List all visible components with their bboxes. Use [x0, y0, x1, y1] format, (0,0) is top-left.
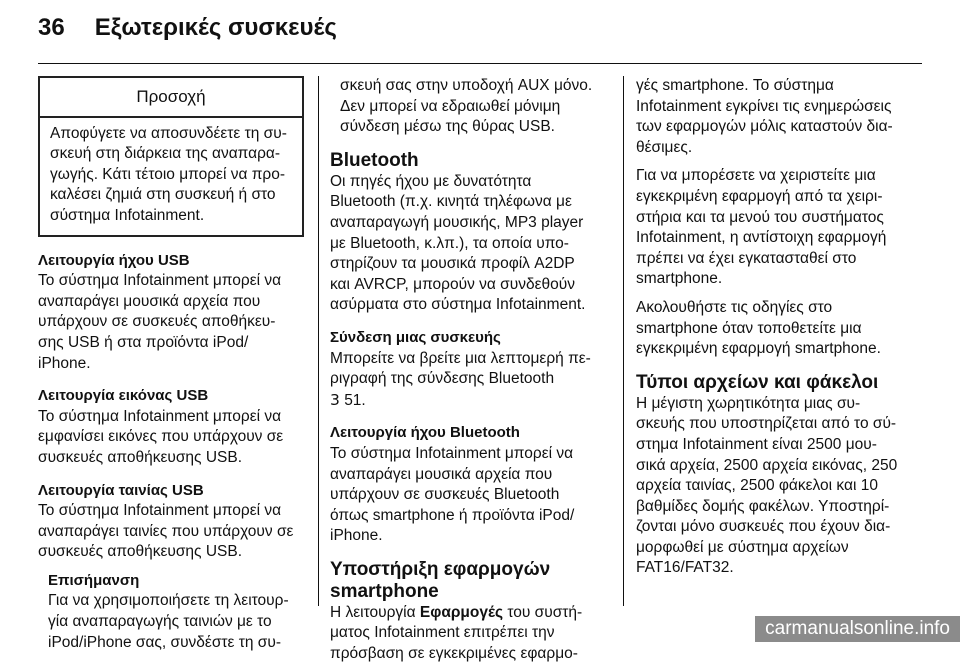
note-heading: Επισήμανση: [48, 571, 140, 589]
text-span: του συστή-: [503, 603, 583, 621]
text-line: με Bluetooth, κ.λπ.), τα οποία υπο-: [330, 234, 569, 252]
text-line: Ακολουθήστε τις οδηγίες στο: [636, 298, 833, 316]
text-line: Bluetooth (π.χ. κινητά τηλέφωνα με: [330, 193, 572, 211]
text-line: iPhone.: [330, 527, 383, 545]
column-2: [330, 76, 615, 665]
text-line: Για να μπορέσετε να χειριστείτε μια: [636, 167, 876, 185]
text-line: βαθμίδες δομής φακέλων. Υποστηρί-: [636, 497, 890, 515]
text-line: σύνδεση μέσω της θύρας USB.: [340, 118, 555, 136]
text-line: σύστημα Infotainment.: [50, 206, 205, 224]
text-line: εμφανίσει εικόνες που υπάρχουν σε: [38, 428, 284, 446]
usb-movie-heading: Λειτουργία ταινίας USB: [38, 481, 204, 499]
text-line: ζονται μόνο συσκευές που έχουν δια-: [636, 518, 891, 536]
text-line: υπάρχουν σε συσκευές Bluetooth: [330, 486, 560, 504]
page-header: [38, 14, 337, 50]
text-line: γωγής. Κάτι τέτοιο μπορεί να προ-: [50, 165, 286, 183]
notice-box: [38, 76, 304, 237]
text-line: αναπαραγωγή μουσικής, MP3 player: [330, 213, 584, 231]
usb-image-heading: Λειτουργία εικόνας USB: [38, 387, 209, 405]
text-line: εγκεκριμένη εφαρμογή από τα χειρι-: [636, 187, 883, 205]
bt-connect-heading: Σύνδεση μιας συσκευής: [330, 328, 501, 346]
notice-body: [40, 118, 302, 235]
apps-heading-line-1: Υποστήριξη εφαρμογών: [330, 558, 551, 580]
text-line: και AVRCP, μπορούν να συνδεθούν: [330, 275, 575, 293]
text-span: Η λειτουργία: [330, 603, 420, 621]
apps-intro-line: [330, 603, 615, 624]
column-1: [38, 76, 304, 653]
bt-audio-heading: Λειτουργία ήχου Bluetooth: [330, 424, 520, 442]
apps-heading-line-2: smartphone: [330, 580, 439, 602]
text-line: καλέσει ζημιά στη συσκευή ή στο: [50, 186, 276, 204]
header-rule: [38, 63, 922, 64]
text-line: αναπαράγει μουσικά αρχεία που: [38, 292, 261, 310]
text-line: εγκεκριμένη εφαρμογή smartphone.: [636, 340, 881, 358]
text-line: πρόσβαση σε εγκεκριμένες εφαρμο-: [330, 645, 578, 663]
text-line: αρχεία ταινίας, 2500 φάκελοι και 10: [636, 477, 878, 495]
text-line: iPod/iPhone σας, συνδέστε τη συ-: [48, 633, 281, 651]
text-line: συσκευές αποθήκευσης USB.: [38, 448, 243, 466]
page-number: 36: [38, 14, 65, 41]
column-3: [636, 76, 926, 579]
bluetooth-heading: Bluetooth: [330, 149, 419, 171]
text-line: Infotainment εγκρίνει τις ενημερώσεις: [636, 97, 892, 115]
page-reference-number: 51.: [344, 391, 366, 409]
note-block: [38, 571, 304, 653]
text-line: σικά αρχεία, 2500 αρχεία εικόνας, 250: [636, 456, 898, 474]
text-line: γία αναπαραγωγής ταινιών με το: [48, 613, 272, 631]
text-line: Το σύστημα Infotainment μπορεί να: [38, 407, 282, 425]
watermark: carmanualsonline.info: [755, 616, 960, 642]
text-line: smartphone όταν τοποθετείτε μια: [636, 319, 862, 337]
text-line: Το σύστημα Infotainment μπορεί να: [38, 502, 282, 520]
text-line: σκευή στη διάρκεια της αναπαρα-: [50, 145, 281, 163]
text-line: μορφωθεί με σύστημα αρχείων: [636, 538, 849, 556]
text-line: ασύρματα στο σύστημα Infotainment.: [330, 296, 586, 314]
text-line: στήρια και τα μενού του συστήματος: [636, 208, 884, 226]
text-line: γές smartphone. Το σύστημα: [636, 77, 834, 94]
note-continuation: [330, 76, 615, 138]
text-line: Για να χρησιμοποιήσετε τη λειτουρ-: [48, 592, 289, 610]
text-line: Η μέγιστη χωρητικότητα μιας συ-: [636, 394, 861, 412]
text-line: Δεν μπορεί να εδραιωθεί μόνιμη: [340, 97, 561, 115]
page-title: Εξωτερικές συσκευές: [94, 14, 337, 41]
text-line: Μπορείτε να βρείτε μια λεπτομερή πε-: [330, 349, 591, 367]
file-types-heading: Τύποι αρχείων και φάκελοι: [636, 371, 879, 393]
text-line: των εφαρμογών μόλις καταστούν δια-: [636, 118, 893, 136]
text-line: Οι πηγές ήχου με δυνατότητα: [330, 172, 532, 190]
text-line: FAT16/FAT32.: [636, 559, 734, 577]
text-line: υπάρχουν σε συσκευές αποθήκευ-: [38, 313, 276, 331]
text-line: πρέπει να έχει εγκατασταθεί στο: [636, 249, 857, 267]
text-line: στημα Infotainment είναι 2500 μου-: [636, 435, 877, 453]
page-reference[interactable]: [330, 390, 615, 412]
usb-audio-heading: Λειτουργία ήχου USB: [38, 251, 190, 269]
page-reference-icon: 3: [330, 390, 340, 409]
text-line: στηρίζουν τα μουσικά προφίλ A2DP: [330, 255, 575, 273]
text-line: αναπαράγει ταινίες που υπάρχουν σε: [38, 522, 294, 540]
text-line: smartphone.: [636, 270, 723, 288]
text-line: σης USB ή στα προϊόντα iPod/: [38, 333, 249, 351]
column-divider-2: [623, 76, 624, 606]
text-line: αναπαράγει μουσικά αρχεία που: [330, 465, 553, 483]
notice-title: Προσοχή: [40, 78, 302, 118]
text-line: όπως smartphone ή προϊόντα iPod/: [330, 506, 575, 524]
text-line: συσκευές αποθήκευσης USB.: [38, 543, 243, 561]
text-line: Αποφύγετε να αποσυνδέετε τη συ-: [50, 124, 287, 142]
text-line: Infotainment, η αντίστοιχη εφαρμογή: [636, 229, 887, 247]
text-line: Το σύστημα Infotainment μπορεί να: [330, 444, 574, 462]
text-line: ματος Infotainment επιτρέπει την: [330, 624, 555, 642]
text-line: iPhone.: [38, 354, 91, 372]
text-line: σκευή σας στην υποδοχή AUX μόνο.: [340, 77, 593, 94]
apps-feature-name: Εφαρμογές: [419, 603, 504, 621]
text-line: Το σύστημα Infotainment μπορεί να: [38, 272, 282, 290]
text-line: ριγραφή της σύνδεσης Bluetooth: [330, 370, 555, 388]
column-divider-1: [318, 76, 319, 606]
text-line: σκευής που υποστηρίζεται από το σύ-: [636, 415, 897, 433]
text-line: θέσιμες.: [636, 138, 693, 156]
